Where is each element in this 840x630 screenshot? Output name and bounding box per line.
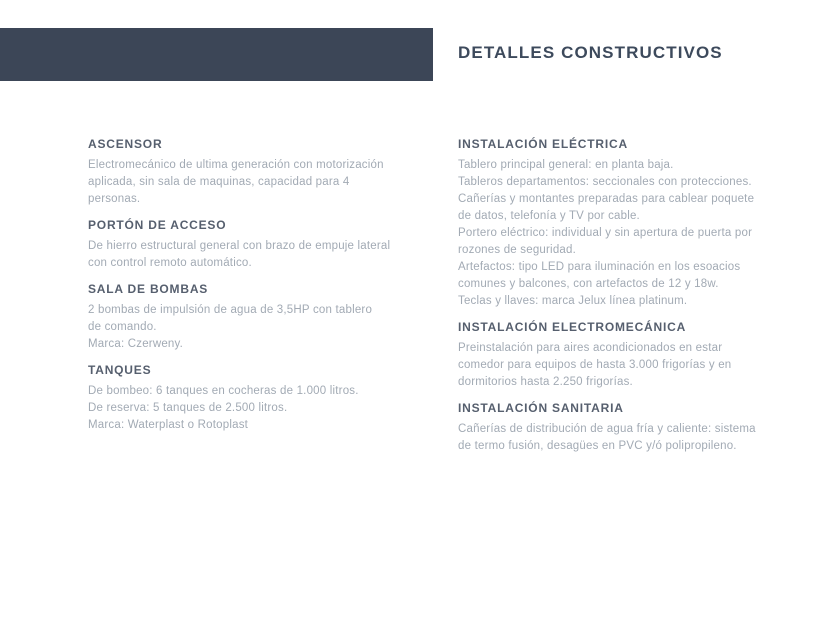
- content-section: [88, 362, 438, 434]
- section-heading: INSTALACIÓN ELECTROMECÁNICA: [458, 320, 687, 334]
- section-body: [88, 383, 438, 434]
- right-column: [458, 136, 808, 464]
- header-accent-bar: [0, 28, 433, 81]
- text-line: comunes y balcones, con artefactos de 12 y 18w.: [458, 278, 719, 290]
- text-line: de termo fusión, desagües en PVC y/ó polipropileno.: [458, 440, 737, 452]
- content-section: [88, 217, 438, 272]
- section-heading: PORTÓN DE ACCESO: [88, 218, 227, 232]
- section-heading: SALA DE BOMBAS: [88, 282, 209, 296]
- text-line: Portero eléctrico: individual y sin apertura de puerta por: [458, 227, 753, 239]
- text-line: Artefactos: tipo LED para iluminación en los esoacios: [458, 261, 741, 273]
- section-body: [88, 157, 438, 208]
- section-heading: TANQUES: [88, 363, 152, 377]
- text-line: De bombeo: 6 tanques en cocheras de 1.000 litros.: [88, 385, 359, 397]
- text-line: con control remoto automático.: [88, 257, 252, 269]
- text-line: personas.: [88, 193, 141, 205]
- content-section: [88, 281, 438, 353]
- text-line: Cañerías y montantes preparadas para cablear poquete: [458, 193, 755, 205]
- text-line: Marca: Waterplast o Rotoplast: [88, 419, 249, 431]
- section-body: [88, 238, 438, 272]
- text-line: Tableros departamentos: seccionales con protecciones.: [458, 176, 752, 188]
- text-line: Preinstalación para aires acondicionados en estar: [458, 342, 723, 354]
- text-line: Electromecánico de ultima generación con motorización: [88, 159, 384, 171]
- section-heading: INSTALACIÓN SANITARIA: [458, 401, 624, 415]
- text-line: rozones de seguridad.: [458, 244, 576, 256]
- text-line: De hierro estructural general con brazo de empuje lateral: [88, 240, 391, 252]
- content-section: [458, 400, 808, 455]
- section-body: [458, 157, 808, 310]
- text-line: de datos, telefonía y TV por cable.: [458, 210, 640, 222]
- left-column: [88, 136, 438, 443]
- section-body: [458, 340, 808, 391]
- content-section: [458, 319, 808, 391]
- section-heading: ASCENSOR: [88, 137, 163, 151]
- page-title: DETALLES CONSTRUCTIVOS: [458, 43, 723, 62]
- content-section: [88, 136, 438, 208]
- text-line: Cañerías de distribución de agua fría y caliente: sistema: [458, 423, 756, 435]
- section-heading: INSTALACIÓN ELÉCTRICA: [458, 137, 628, 151]
- section-body: [458, 421, 808, 455]
- text-line: comedor para equipos de hasta 3.000 frigorías y en: [458, 359, 732, 371]
- text-line: Marca: Czerweny.: [88, 338, 184, 350]
- text-line: Tablero principal general: en planta baja.: [458, 159, 674, 171]
- text-line: dormitorios hasta 2.250 frigorías.: [458, 376, 633, 388]
- text-line: De reserva: 5 tanques de 2.500 litros.: [88, 402, 288, 414]
- section-body: [88, 302, 438, 353]
- text-line: de comando.: [88, 321, 157, 333]
- text-line: Teclas y llaves: marca Jelux línea platinum.: [458, 295, 688, 307]
- text-line: 2 bombas de impulsión de agua de 3,5HP con tablero: [88, 304, 373, 316]
- content-section: [458, 136, 808, 310]
- text-line: aplicada, sin sala de maquinas, capacidad para 4: [88, 176, 350, 188]
